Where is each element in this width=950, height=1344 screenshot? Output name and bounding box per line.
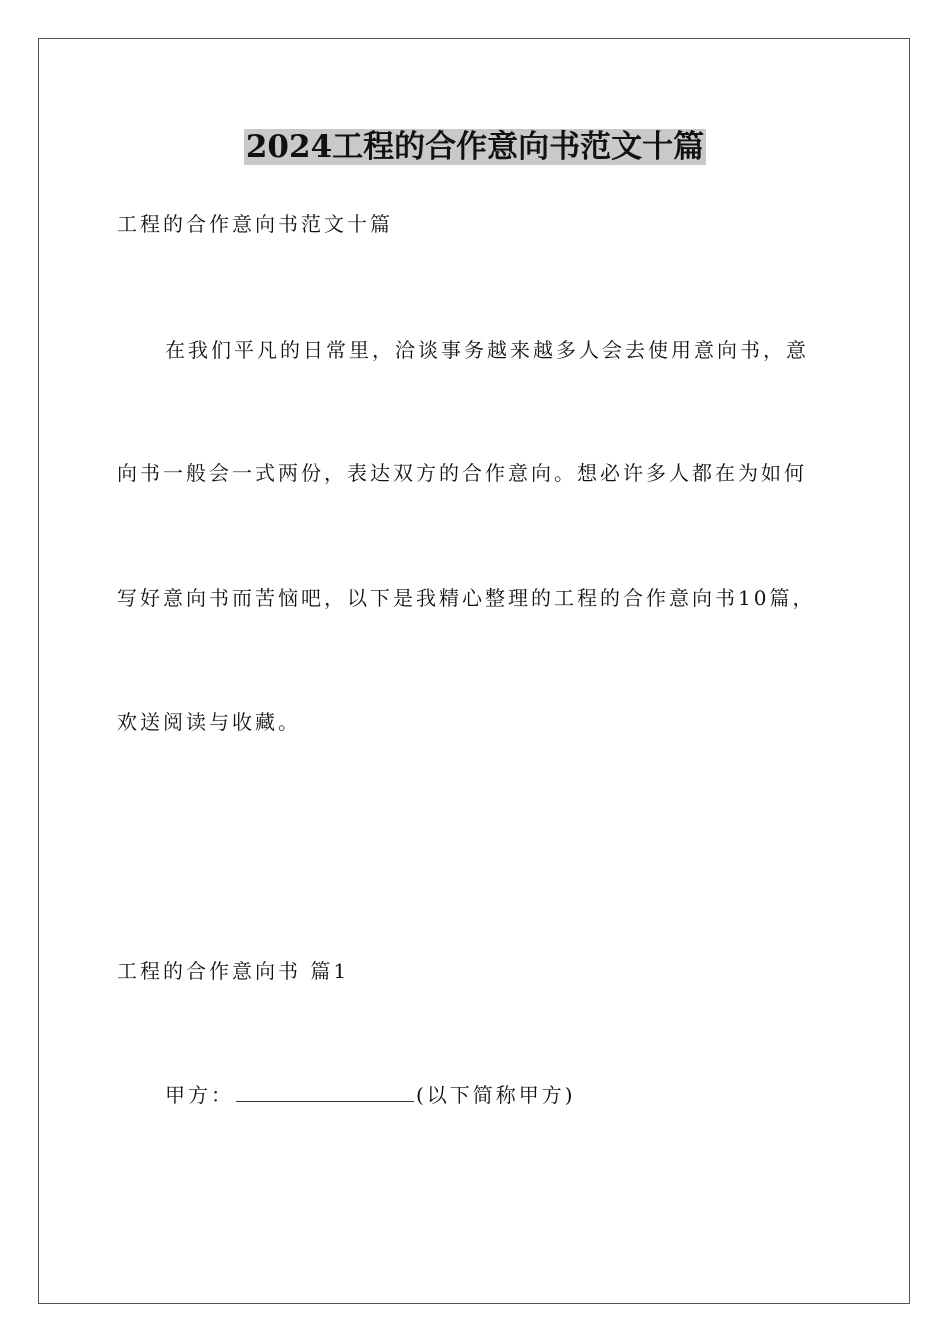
party-a-suffix: (以下简称甲方) <box>416 1083 576 1107</box>
party-a-blank-field[interactable] <box>236 1083 414 1102</box>
document-subtitle: 工程的合作意向书范文十篇 <box>117 212 393 236</box>
intro-paragraph-line-3: 写好意向书而苦恼吧，以下是我精心整理的工程的合作意向书10篇， <box>117 586 816 610</box>
document-title <box>0 126 950 168</box>
intro-paragraph-line-1: 在我们平凡的日常里，洽谈事务越来越多人会去使用意向书，意 <box>165 338 809 362</box>
section-heading: 工程的合作意向书 篇1 <box>117 959 350 983</box>
intro-paragraph-line-4: 欢送阅读与收藏。 <box>117 710 301 734</box>
party-a-label: 甲方： <box>165 1083 234 1107</box>
party-a-line <box>165 1081 576 1109</box>
document-title-text: 2024工程的合作意向书范文十篇 <box>245 129 705 165</box>
intro-paragraph-line-2: 向书一般会一式两份，表达双方的合作意向。想必许多人都在为如何 <box>117 461 807 485</box>
